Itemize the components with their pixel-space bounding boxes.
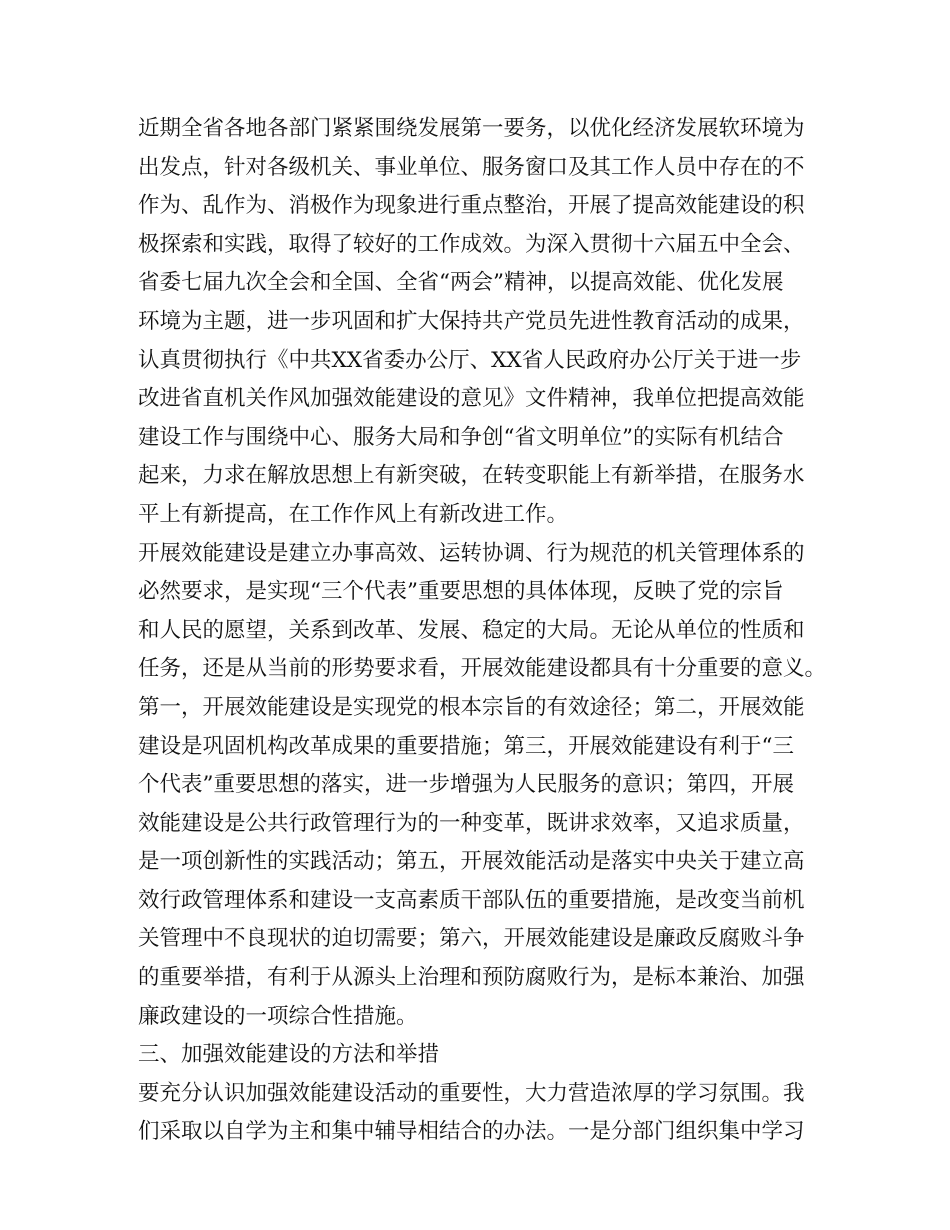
text-line: 必然要求，是实现“三个代表”重要思想的具体体现，反映了党的宗旨 (138, 579, 784, 605)
text-line: 认真贯彻执行《中共XX省委办公厅、XX省人民政府办公厅关于进一步 (138, 347, 802, 373)
text-line: 效能建设是公共行政管理行为的一种变革，既讲求效率，又追求质量， (138, 810, 805, 836)
text-line: 廉政建设的一项综合性措施。 (138, 1003, 418, 1029)
text-line: 平上有新提高，在工作作风上有新改进工作。 (138, 501, 569, 527)
text-line: 任务，还是从当前的形势要求看，开展效能建设都具有十分重要的意义。 (138, 656, 827, 682)
text-line: 关管理中不良现状的迫切需要；第六，开展效能建设是廉政反腐败斗争 (138, 926, 805, 952)
text-line: 改进省直机关作风加强效能建设的意见》文件精神，我单位把提高效能 (138, 386, 805, 412)
section-heading: 三、加强效能建设的方法和举措 (138, 1042, 440, 1068)
text-line: 作为、乱作为、消极作为现象进行重点整治，开展了提高效能建设的积 (138, 193, 805, 219)
text-line: 建设工作与围绕中心、服务大局和争创“省文明单位”的实际有机结合 (138, 424, 784, 450)
text-line: 是一项创新性的实践活动；第五，开展效能活动是落实中央关于建立高 (138, 849, 805, 875)
document-body (138, 110, 838, 1152)
text-line: 极探索和实践，取得了较好的工作成效。为深入贯彻十六届五中全会、 (138, 231, 805, 257)
text-line: 第一，开展效能建设是实现党的根本宗旨的有效途径；第二，开展效能 (138, 694, 805, 720)
text-line: 出发点，针对各级机关、事业单位、服务窗口及其工作人员中存在的不 (138, 154, 805, 180)
text-line: 建设是巩固机构改革成果的重要措施；第三，开展效能建设有利于“三 (138, 733, 794, 759)
text-line: 个代表”重要思想的落实，进一步增强为人民服务的意识；第四，开展 (138, 772, 794, 798)
text-line: 效行政管理体系和建设一支高素质干部队伍的重要措施，是改变当前机 (138, 887, 805, 913)
text-line: 和人民的愿望，关系到改革、发展、稳定的大局。无论从单位的性质和 (138, 617, 805, 643)
text-line: 的重要举措，有利于从源头上治理和预防腐败行为，是标本兼治、加强 (138, 965, 805, 991)
text-line: 近期全省各地各部门紧紧围绕发展第一要务，以优化经济发展软环境为 (138, 116, 805, 141)
text-line: 开展效能建设是建立办事高效、运转协调、行为规范的机关管理体系的 (138, 540, 805, 566)
text-line: 起来，力求在解放思想上有新突破，在转变职能上有新举措，在服务水 (138, 463, 805, 489)
text-line: 要充分认识加强效能建设活动的重要性，大力营造浓厚的学习氛围。我 (138, 1080, 805, 1106)
text-line: 环境为主题，进一步巩固和扩大保持共产党员先进性教育活动的成果， (138, 308, 805, 334)
text-line: 们采取以自学为主和集中辅导相结合的办法。一是分部门组织集中学习 (138, 1119, 805, 1145)
text-line: 省委七届九次全会和全国、全省“两会”精神，以提高效能、优化发展 (138, 270, 784, 296)
